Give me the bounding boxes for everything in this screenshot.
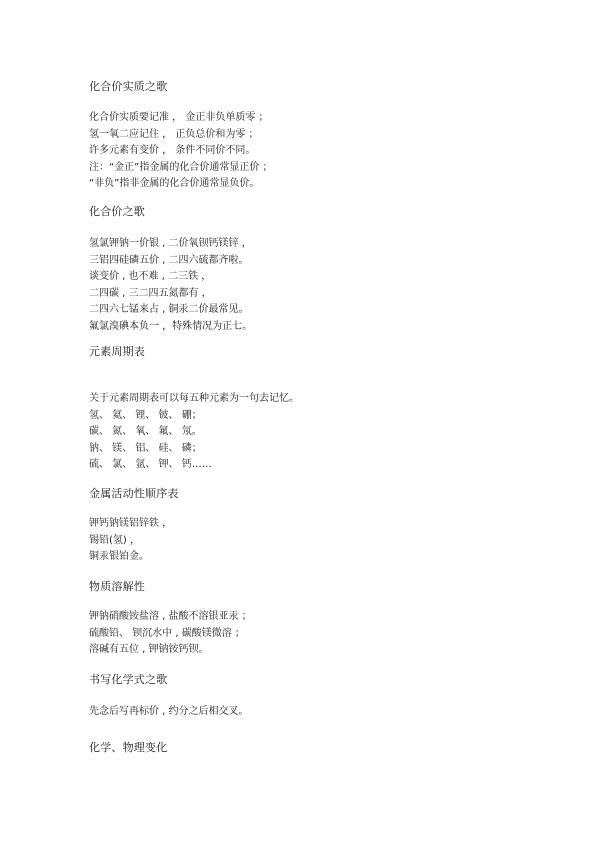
section-heading-chemical-formula: 书写化学式之歌 bbox=[89, 673, 168, 686]
section-body-valence-essence bbox=[89, 110, 273, 193]
text-line: 钾钙钠镁铝锌铁 ， bbox=[89, 518, 173, 529]
section-heading-valence-song: 化合价之歌 bbox=[89, 205, 145, 218]
section-body-solubility bbox=[89, 609, 252, 659]
text-line: 氟氯溴碘本负一 ，特殊情况为正七。 bbox=[89, 320, 253, 332]
text-line: 三铝四硅磷五价 , 二四六硫都齐啦。 bbox=[89, 254, 249, 266]
text-line: 钾钠硝酸铵盐溶 , 盐酸不溶银亚汞 ； bbox=[89, 611, 252, 622]
text-line: 先念后写再标价 , 约分之后相交叉。 bbox=[89, 706, 249, 717]
text-line: 锡铅(氢) ， bbox=[89, 534, 140, 546]
text-line: 氢氯钾钠一价银 , 二价氧钡钙镁锌 ， bbox=[89, 238, 252, 249]
text-line: 铜汞银铂金。 bbox=[89, 551, 149, 562]
section-body-chemical-formula bbox=[89, 704, 249, 721]
section-body-valence-song bbox=[89, 236, 252, 335]
text-line: 碳、 氮、 氧、 氟、 氖。 bbox=[89, 426, 202, 437]
section-heading-periodic-table: 元素周期表 bbox=[89, 345, 145, 358]
text-line: “非负”指非金属的化合价通常显负价。 bbox=[89, 178, 260, 189]
text-line: 硫酸铅、 钡沉水中 , 碳酸镁微溶 ； bbox=[89, 627, 245, 639]
text-line: 许多元素有变价 ， 条件不同价不同。 bbox=[89, 145, 256, 156]
text-line: 氢一氧二应记住 ， 正负总价和为零 ； bbox=[89, 128, 259, 140]
text-line: 二四六七锰来占 , 铜汞二价最常见。 bbox=[89, 304, 249, 315]
text-line: 氢、 氦、 锂、 铍、 硼； bbox=[89, 409, 202, 421]
text-line: 硫、 氯、 氩、 钾、 钙…… bbox=[89, 459, 212, 470]
text-line: 钠、 镁、 铝、 硅、 磷； bbox=[89, 442, 202, 454]
section-body-periodic-table bbox=[89, 391, 299, 474]
section-heading-solubility: 物质溶解性 bbox=[89, 580, 145, 593]
section-heading-chemical-physical-change: 化学、物理变化 bbox=[89, 741, 168, 754]
section-heading-valence-essence: 化合价实质之歌 bbox=[89, 80, 168, 93]
text-line: 化合价实质要记准 ， 金正非负单质零 ； bbox=[89, 112, 269, 123]
section-heading-metal-activity: 金属活动性顺序表 bbox=[89, 487, 179, 500]
text-line: 溶碱有五位 , 钾钠铵钙钡。 bbox=[89, 644, 209, 655]
text-line: 注：“金正”指金属的化合价通常显正价 ； bbox=[89, 161, 273, 173]
text-line: 关于元素周期表可以每五种元素为一句去记忆。 bbox=[89, 393, 299, 404]
text-line: 谈变价 , 也不难 , 二三铁 ， bbox=[89, 271, 212, 282]
text-line: 二四碳 , 三二四五氮都有 ， bbox=[89, 287, 212, 299]
section-body-metal-activity bbox=[89, 516, 172, 566]
